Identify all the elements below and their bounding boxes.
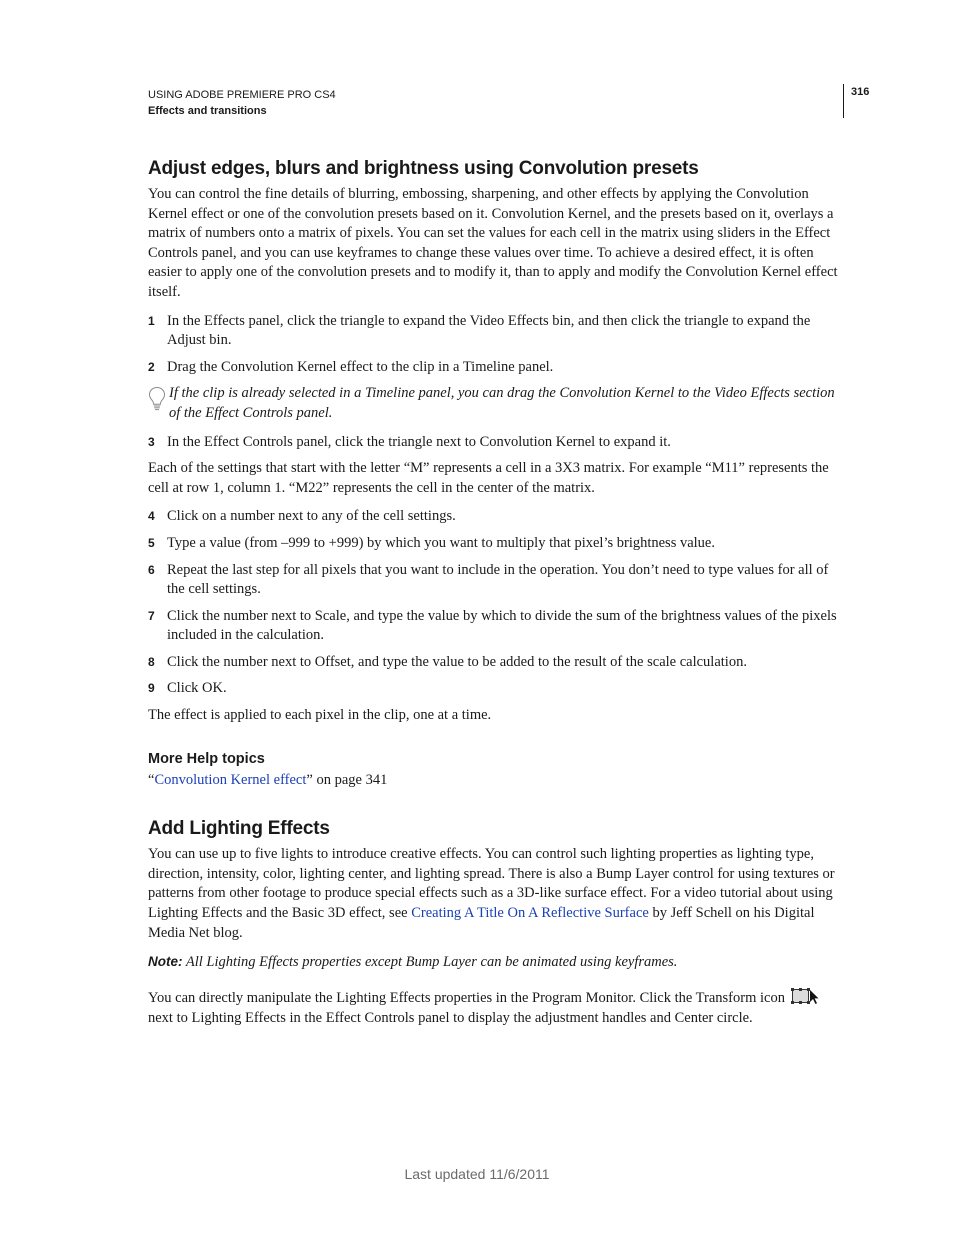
tip-text: If the clip is already selected in a Timeline panel, you can drag the Convolution Kernel to the Video Effects section of the Effect Controls panel. bbox=[169, 385, 835, 421]
step-5 bbox=[148, 534, 840, 554]
step-text: In the Effect Controls panel, click the triangle next to Convolution Kernel to expand it. bbox=[167, 433, 671, 450]
page-number: 316 bbox=[851, 86, 870, 98]
step-7 bbox=[148, 607, 840, 646]
step-text: Type a value (from –999 to +999) by which you want to multiply that pixel’s brightness value. bbox=[167, 534, 715, 551]
step-number: 6 bbox=[148, 562, 155, 577]
open-quote: “ bbox=[148, 771, 155, 788]
lighting-paragraph bbox=[148, 845, 840, 943]
section-heading-lighting: Add Lighting Effects bbox=[148, 818, 330, 840]
running-head bbox=[148, 87, 336, 119]
step-4 bbox=[148, 507, 840, 527]
step-number: 3 bbox=[148, 434, 155, 449]
result-paragraph: The effect is applied to each pixel in the clip, one at a time. bbox=[148, 707, 492, 724]
note-label: Note: bbox=[148, 954, 183, 970]
reflective-surface-link[interactable]: Creating A Title On A Reflective Surface bbox=[411, 905, 649, 922]
convolution-kernel-link[interactable]: Convolution Kernel effect bbox=[154, 771, 307, 788]
more-help-entry bbox=[148, 771, 840, 791]
step-number: 2 bbox=[148, 359, 155, 374]
step-6 bbox=[148, 561, 840, 600]
more-help-heading: More Help topics bbox=[148, 750, 265, 767]
tip-note bbox=[148, 384, 840, 423]
step-text: In the Effects panel, click the triangle to expand the Video Effects bin, and then click the triangle to expand the Adjust bin. bbox=[167, 312, 811, 349]
note-paragraph bbox=[148, 952, 840, 973]
step-number: 8 bbox=[148, 654, 155, 669]
transform-icon bbox=[791, 987, 819, 1005]
step-number: 1 bbox=[148, 313, 155, 328]
step-1 bbox=[148, 312, 840, 351]
footer-last-updated: Last updated 11/6/2011 bbox=[404, 1166, 550, 1182]
intro-paragraph: You can control the fine details of blurring, embossing, sharpening, and other effects by applying the Convolution Kernel effect or one of the convolution presets based on it. Convolution Kernel, and the presets based on it, overlays a matrix of numbers onto a matrix of pixels. You can set the values for each cell in the matrix using sliders in the Effect Controls panel, and you can use keyframes to change these values over time. To achieve a desired effect, it is often easier to apply one of the convolution presets and to modify it, than to apply and modify the Convolution Kernel effect itself. bbox=[148, 186, 838, 300]
step-text: Repeat the last step for all pixels that you want to include in the operation. You don’t need to type values for all of the cell settings. bbox=[167, 561, 829, 598]
doc-title: USING ADOBE PREMIERE PRO CS4 bbox=[148, 89, 336, 101]
lightbulb-icon bbox=[148, 386, 166, 412]
transform-text-start: You can directly manipulate the Lighting Effects properties in the Program Monitor. Click the Transform icon bbox=[148, 990, 789, 1007]
step-number: 7 bbox=[148, 608, 155, 623]
chapter-title: Effects and transitions bbox=[148, 105, 267, 117]
transform-text-end: next to Lighting Effects in the Effect Controls panel to display the adjustment handles and Center circle. bbox=[148, 1009, 753, 1026]
matrix-explanation: Each of the settings that start with the letter “M” represents a cell in a 3X3 matrix. For example “M11” represents the cell at row 1, column 1. “M22” represents the cell in the center of the matrix. bbox=[148, 460, 829, 496]
step-8 bbox=[148, 653, 840, 673]
step-9 bbox=[148, 679, 840, 699]
step-text: Click OK. bbox=[167, 680, 227, 697]
lighting-text-start: You can use up to five lights to introduce creative effects. You can control such lighting properties as lighting type, direction, intensity, color, lighting center, and lighting spread. There is also a Bump Layer control for using textures or patterns from other footage to produce special effects such as a 3D-like surface effect. For a video tutorial about using Lighting Effects and the Basic 3D effect, see bbox=[148, 846, 835, 922]
step-text: Click on a number next to any of the cell settings. bbox=[167, 508, 456, 525]
step-3 bbox=[148, 433, 840, 453]
transform-paragraph bbox=[148, 987, 840, 1028]
step-text: Click the number next to Scale, and type the value by which to divide the sum of the brightness values of the pixels included in the calculation. bbox=[167, 607, 837, 644]
step-text: Click the number next to Offset, and type the value to be added to the result of the scale calculation. bbox=[167, 653, 747, 670]
step-number: 4 bbox=[148, 509, 155, 524]
step-number: 5 bbox=[148, 535, 155, 550]
step-text: Drag the Convolution Kernel effect to the clip in a Timeline panel. bbox=[167, 358, 554, 375]
main-content bbox=[148, 157, 840, 1029]
header-divider bbox=[843, 84, 844, 118]
page-reference: ” on page 341 bbox=[306, 771, 388, 788]
step-2 bbox=[148, 358, 840, 378]
lighting-text-end: by Jeff Schell on his Digital Media Net blog. bbox=[148, 905, 815, 941]
step-number: 9 bbox=[148, 681, 155, 696]
note-text: All Lighting Effects properties except Bump Layer can be animated using keyframes. bbox=[182, 954, 678, 971]
section-heading-convolution: Adjust edges, blurs and brightness using Convolution presets bbox=[148, 158, 699, 179]
